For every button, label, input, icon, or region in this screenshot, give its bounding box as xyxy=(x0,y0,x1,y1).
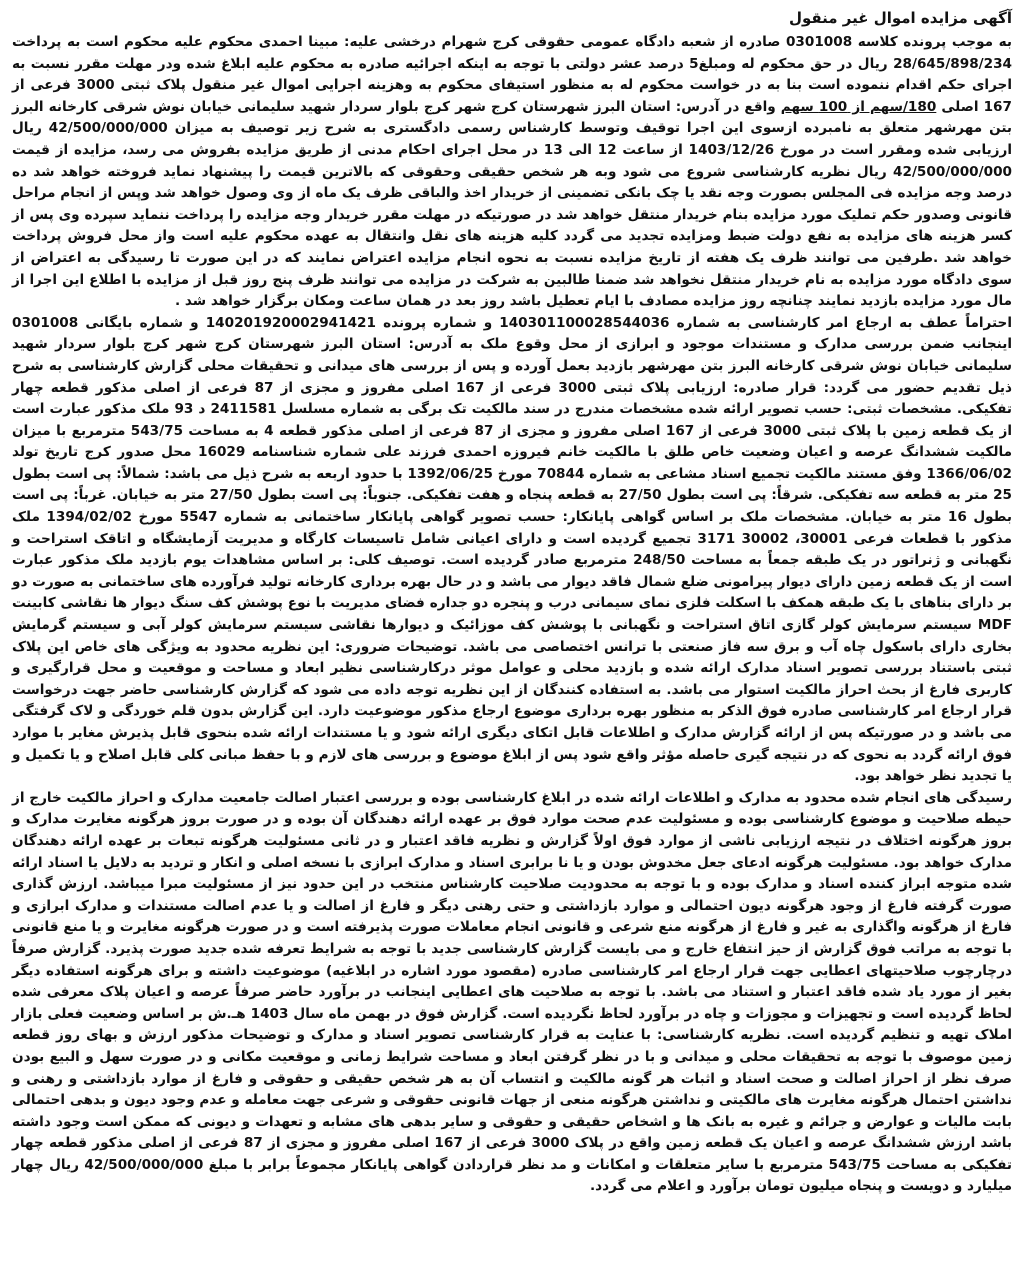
notice-paragraph-auction-part-1: به موجب پرونده کلاسه 0301008 صادره از شعبه دادگاه عمومی حقوقی کرج شهرام درخشی علیه: مبینا احمدی محکوم علیه محکوم است به پرداخت 28/645/898/234 ریال در حق محکوم له ومبلغ5 درصد عشر دولتی با توجه به اینکه اجرائیه صادره به محکوم علیه ابلاغ شده ودر مهلت مقرر نسبت به اجرای حکم اقدام ننموده است بنا به در خواست محکوم له به منظور استیفای محکوم به وهزینه اجرایی اموال غیر منقول پلاک ثبتی 3000 فرعی از 167 اصلی xyxy=(12,34,1013,115)
notice-share-amount: 180/سهم از 100 سهم xyxy=(780,98,937,115)
notice-paragraph-auction xyxy=(12,32,1012,313)
notice-paragraph-expert-opinion: رسیدگی های انجام شده محدود به مدارک و اطلاعات ارائه شده در ابلاغ کارشناسی بوده و بررسی اعتبار اصالت جامعیت مدارک و احراز مالکیت خارج از حیطه صلاحیت و موضوع کارشناسی بوده و مسئولیت عدم صحت موارد فوق بر عهده ارائه دهندگان آن بوده و در صورت بروز هرگونه مغایرت مدارک و بروز هرگونه اختلاف در نتیجه ارزیابی ناشی از موارد فوق اولاً گزارش و نظریه فاقد اعتبار و در ثانی مسئولیت هرگونه تبعات بر عهده ارائه دهندگان مدارک خواهد بود. مسئولیت هرگونه ادعای جعل مخدوش بودن و یا نا برابری اسناد و مدارک ابرازی با نسخه اصلی و انکار و تردید به دلایل یا اسناد ارائه شده متوجه ابراز کننده اسناد و مدارک بوده و با توجه به محدودیت صلاحیت کارشناس منتخب در این حدود نیز از مسئولیت مبرا میباشد. ارزش گذاری صورت گرفته فارغ از وجود هرگونه دیون احتمالی و موارد بازداشتی و حتی رهنی دیگر و فارغ از اصالت و یا عدم اصالت مستندات و مدارک ابرازی و فارغ از هرگونه واگذاری به غیر و فارغ از هرگونه منع شرعی و قانونی انجام معاملات صورت پذیرفته است و در صورت هرگونه مغایرت و یا منع قانونی با توجه به مراتب فوق گزارش از حیز انتفاع خارج و می بایست گزارش کارشناسی جدید با توجه به شرایط تعرفه شده جدید صورت پذیرد. گزارش صرفاً درچارچوب صلاحیتهای اعطایی جهت قرار ارجاع امر کارشناسی صادره (مقصود مورد اشاره در ابلاغیه) موضوعیت داشته و برای هرگونه استفاده دیگر بغیر از مورد یاد شده فاقد اعتبار و استناد می باشد. با توجه به صلاحیت های اعطایی اینجانب در برآورد حاضر صرفاً عرصه و اعیان پلاک معرفی شده لحاظ گردیده است و تجهیزات و مجوزات و چاه در برآورد لحاظ نگردیده است. گزارش فوق در بهمن ماه سال 1403 هـ.ش بر اساس وضعیت فعلی بازار املاک تهیه و تنظیم گردیده است. نظریه کارشناسی: با عنایت به قرار کارشناسی تصویر اسناد و مدارک و توضیحات مذکور ارزش و بهای روز قطعه زمین موصوف با توجه به تحقیقات محلی و میدانی و با در نظر گرفتن ابعاد و مساحت شرایط زمانی و موقعیت مکانی و در صورت سهل و البیع بودن صرف نظر از احراز اصالت و صحت اسناد و اثبات هر گونه مالکیت و انتساب آن به هر شخص حقیقی و حقوقی و فارغ از موارد بازداشتی و رهنی و نداشتن احتمال هرگونه مغایرت های مالکیتی و نداشتن هرگونه منعی از جهات قانونی حقوقی و شرعی جهت معامله و عدم وجود دیون و بدهی احتمالی بابت مالیات و عوارض و جرائم و غیره به بانک ها و اشخاص حقیقی و حقوقی و سایر بدهی های مشابه و تعهدات و دیونی که ممکن است وجود داشته باشد ارزش ششدانگ عرصه و اعیان یک قطعه زمین واقع در پلاک 3000 فرعی از 167 اصلی مفروز و مجزی از 87 فرعی از اصلی مذکور قطعه چهار تفکیکی به مساحت 543/75 مترمربع با سایر متعلقات و امکانات و مد نظر قراردادن گواهی پایانکار مجموعاً برابر با مبلغ 42/500/000/000 ریال چهار میلیارد و دویست و پنجاه میلیون تومان برآورد و اعلام می گردد. xyxy=(12,789,1012,1195)
notice-paragraph-expert-report: احتراماً عطف به ارجاع امر کارشناسی به شماره 14030110002854403​6 و شماره پرونده 14020192000294142​1 و شماره بایگانی 0301008 اینجانب ضمن بررسی مدارک و مستندات موجود و ابرازی از محل وقوع ملک به آدرس: استان البرز شهرستان کرج شهر کرج بلوار سردار شهید سلیمانی خیابان نوش شرقی کارخانه البرز بتن مهرشهر بازدید بعمل آورده و پس از بررسی های میدانی و تحقیقات محلی گزارش کارشناسی به شرح ذیل تقدیم حضور می گردد: قرار صادره: ارزیابی پلاک ثبتی 3000 فرعی از 167 اصلی مفروز و مجزی از 87 فرعی از اصلی مذکور قطعه چهار تفکیکی. مشخصات ثبتی: حسب تصویر ارائه شده مشخصات مندرج در سند مالکیت تک برگی به شماره مسلسل 2411581 د 93 ملک مذکور عبارت است از یک قطعه زمین با پلاک ثبتی 3000 فرعی از 167 اصلی مفروز و مجزی از 87 فرعی از اصلی مذکور قطعه 4 به مساحت 543/75 مترمربع با میزان مالکیت ششدانگ عرصه و اعیان وضعیت خاص طلق با مالکیت خانم فیروزه احمدی فرزند علی شماره شناسنامه 16029 محل صدور کرج تاریخ تولد 1366/06/02 وفق مستند مالکیت تجمیع اسناد مشاعی به شماره 70844 مورخ 1392/06/25 با حدود اربعه به شرح ذیل می باشد: شمالاً: پی است بطول 25 متر به قطعه سه تفکیکی. شرقاً: پی است بطول 27/50 به قطعه پنجاه و هفت تفکیکی. جنوباً: پی است بطول 27/50 متر به خیابان. غرباً: پی است بطول 16 متر به خیابان. مشخصات ملک بر اساس گواهی پایانکار: حسب تصویر گواهی پایانکار ساختمانی به شماره 5547 مورخ 1394/02/02 ملک مذکور با قطعات فرعی 30001، 30002 3171 تجمیع گردیده است و دارای اعیانی شامل تاسیسات کارگاه و مدیریت آزمایشگاه و اتاقک استراحت و نگهبانی و ژنراتور در یک طبقه جمعاً به مساحت 248/50 مترمربع صادر گردیده است. توصیف کلی: بر اساس مشاهدات یوم بازدید ملک مذکور عبارت است از یک قطعه زمین دارای دیوار پیرامونی ضلع شمال فاقد دیوار می باشد و در حال بهره برداری کارخانه تولید فرآورده های ساختمانی به صورت دو بر دارای بناهای با یک طبقه همکف با اسکلت فلزی نمای سیمانی درب و پنجره دو جداره فضای مدیریت با نوع پوشش کف سنگ دیوار ها نقاشی کابینت MDF سیستم سرمایش کولر گازی اتاق استراحت و نگهبانی با پوشش کف موزائیک و دیوارها نقاشی سیستم سرمایش کولر آبی و سیستم گرمایش بخاری دارای باسکول چاه آب و برق سه فاز صنعتی با ترانس اختصاصی می باشد. توضیحات ضروری: این نظریه محدود به ویژگی های خاص این پلاک ثبتی باستناد بررسی تصویر اسناد مدارک ارائه شده و بازدید محلی و عوامل موثر درکارشناسی نظیر ابعاد و مساحت و موقعیت و محل قرارگیری و کاربری فارغ از بحث احراز مالکیت استوار می باشد. به استفاده کنندگان از این نظریه توجه داده می شود که گزارش کارشناسی حاضر جهت درخواست قرار ارجاع امر کارشناسی صادره فوق الذکر به منظور بهره برداری موضوع ارجاع مذکور موضوعیت دارد. این گزارش بدون قلم خوردگی و لاک گرفتگی می باشد و در صورتیکه پس از ارائه گزارش مدارک و اطلاعات قابل اتکای دیگری ارائه شود و یا مستندات ارائه شده بنحوی قابل پذیرش مغایر با موارد فوق ارائه گردد به نحوی که در نتیجه گیری حاصله مؤثر واقع شود پس از ابلاغ موضوع و بررسی های لازم و با حفظ مبانی کلی قابل اصلاح و یا تکمیل و یا تجدید نظر خواهد بود. xyxy=(12,314,1012,785)
notice-paragraph-auction-part-2: واقع در آدرس: استان البرز شهرستان کرج شهر کرج بلوار سردار شهید سلیمانی خیابان نوش شرقی کارخانه البرز بتن مهرشهر متعلق به نامبرده ازسوی این اجرا توقیف وتوسط کارشناس رسمی دادگستری به شرح زیر توصیف به میزان 42/500/000/000 ریال ارزیابی شده ومقرر است در مورخ 1403/12/26 از ساعت 12 الی 13 در محل اجرای احکام مدنی از طریق مزایده بفروش می رسد، مزایده از قیمت 42/500/000/000 ریال نظریه کارشناسی شروع می شود وبه هر شخص حقیقی وحقوقی که بالاترین قیمت را پیشنهاد نماید فروخته خواهد شد ده درصد وجه مزایده فی المجلس بصورت وجه نقد یا چک بانکی تضمینی از خریدار اخذ والباقی ظرف یک ماه از وی وصول خواهد شد وپس از انجام مراحل قانونی وصدور حکم تملیک مورد مزایده بنام خریدار منتقل خواهد شد در صورتیکه در مهلت مقرر خریدار وجه مزایده را پرداخت ننماید سپرده وی پس از کسر هزینه های مزایده به نفع دولت ضبط ومزایده تجدید می گردد کلیه هزینه های نقل وانتقال به عهده محکوم علیه است واز محل فروش پرداخت خواهد شد .طرفین می توانند ظرف یک هفته از تاریخ مزایده نسبت به نحوه انجام مزایده اعتراض نمایند که در این صورت تا رسیدگی به اعتراض از سوی دادگاه مورد مزایده به نام خریدار منتقل نخواهد شد ضمنا طالبین به شرکت در مزایده می توانند ظرف پنج روز قبل از مزایده با اطلاع این اجرا از مال مورد مزایده بازدید نمایند چنانچه روز مزایده مصادف با ایام تعطیل باشد روز بعد در همان ساعت ومکان برگزار خواهد شد . xyxy=(12,98,1013,310)
notice-title: آگهی مزایده اموال غیر منقول xyxy=(788,9,1012,27)
